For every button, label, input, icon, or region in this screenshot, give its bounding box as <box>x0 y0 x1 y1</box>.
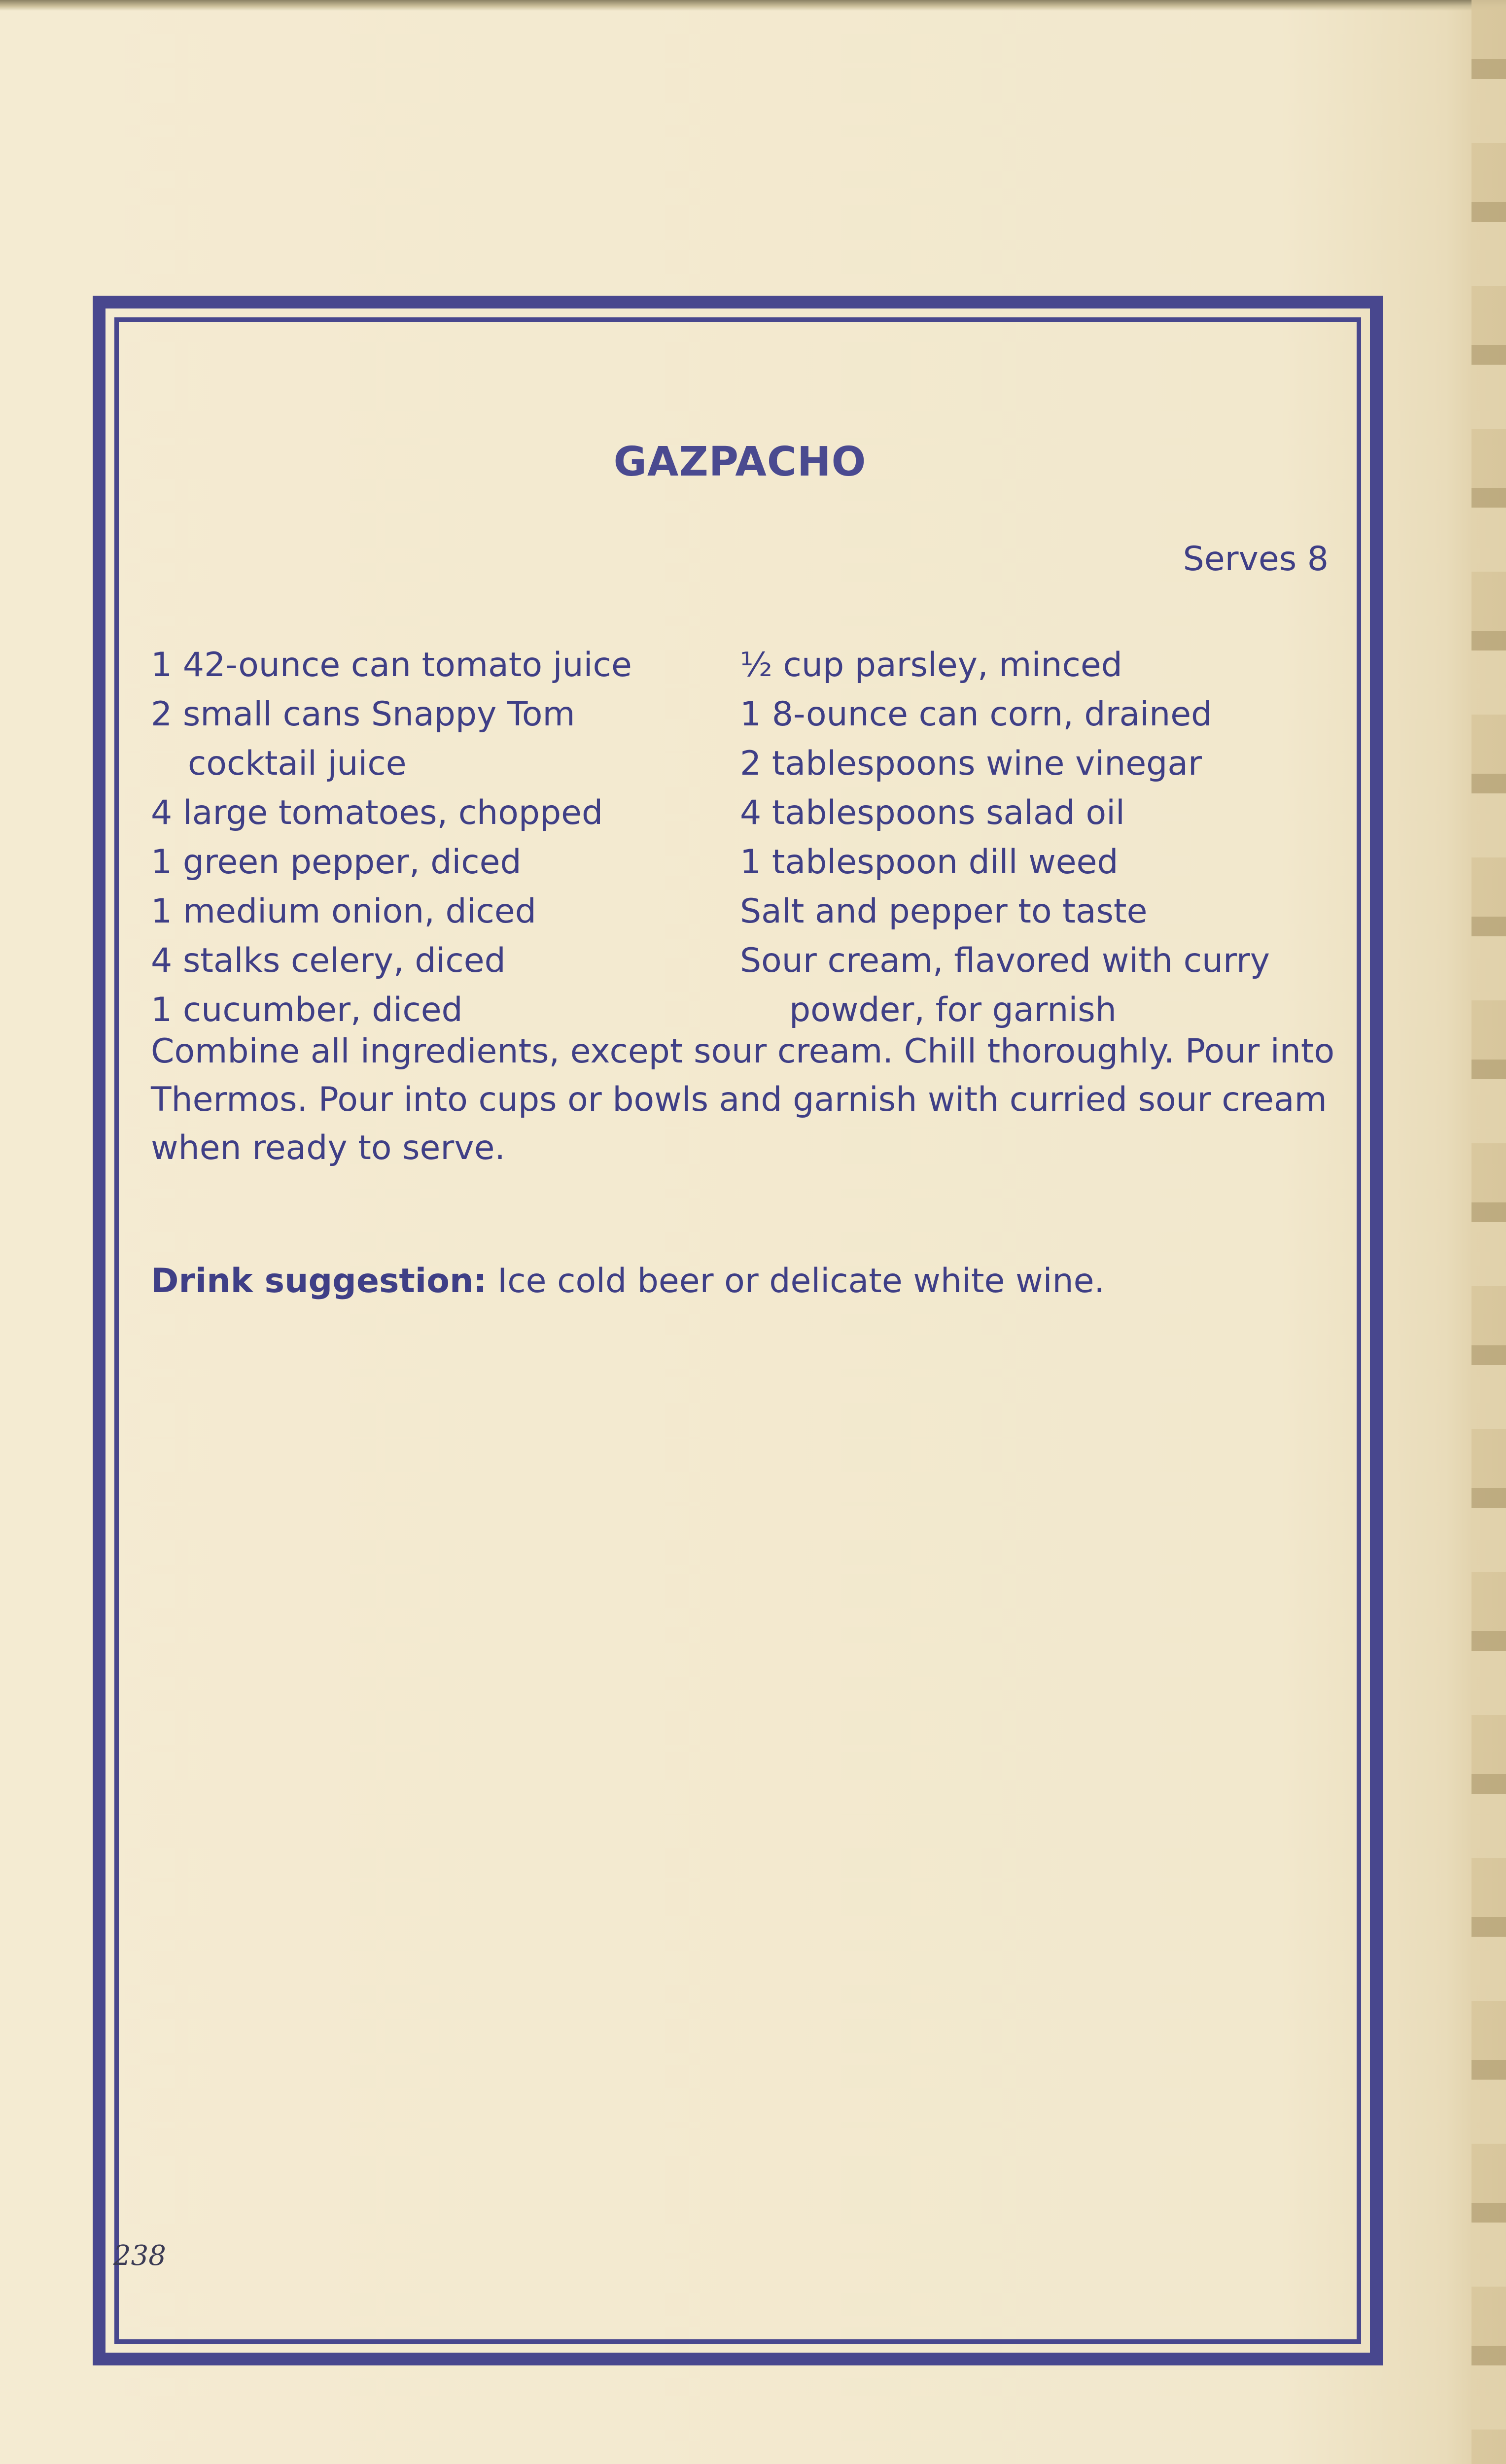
ingredient-column-right <box>740 641 1334 1035</box>
recipe-directions: Combine all ingredients, except sour cream. Chill thoroughly. Pour into Thermos. Pour into cups or bowls and garnish with curried sour cream when ready to serve. <box>151 1032 1335 1167</box>
servings-label: Serves 8 <box>1183 540 1329 579</box>
ingredient-line: 1 tablespoon dill weed <box>740 843 1119 882</box>
ingredient-list <box>151 641 1334 1035</box>
ingredient-line: 4 stalks celery, diced <box>151 941 506 980</box>
ingredient-line: Sour cream, flavored with curry <box>740 941 1270 980</box>
ingredient-line: Salt and pepper to taste <box>740 892 1148 931</box>
ingredient-line: 4 tablespoons salad oil <box>740 793 1125 832</box>
drink-suggestion <box>151 1262 1334 1300</box>
ingredient-line: 1 medium onion, diced <box>151 892 536 931</box>
ingredient-line: 1 42-ounce can tomato juice <box>151 646 632 684</box>
ingredient-column-left <box>151 641 740 1035</box>
page-number: 238 <box>113 2240 166 2272</box>
ingredient-line: 4 large tomatoes, chopped <box>151 793 603 832</box>
ingredient-line: 1 cucumber, diced <box>151 991 463 1029</box>
ingredient-line: 2 small cans Snappy Tom <box>151 695 575 734</box>
ingredient-line: powder, for garnish <box>789 991 1117 1029</box>
ingredient-line: 2 tablespoons wine vinegar <box>740 744 1202 783</box>
spiral-binding-edge <box>1471 0 1506 2464</box>
drink-suggestion-label: Drink suggestion: <box>151 1262 487 1300</box>
ingredient-line: cocktail juice <box>188 744 407 783</box>
recipe-frame-inner-border <box>114 317 1361 2344</box>
page-top-edge <box>0 0 1506 11</box>
recipe-title: GAZPACHO <box>613 439 867 485</box>
ingredient-line: 1 green pepper, diced <box>151 843 522 882</box>
ingredient-line: 1 8-ounce can corn, drained <box>740 695 1213 734</box>
drink-suggestion-text: Ice cold beer or delicate white wine. <box>487 1262 1105 1300</box>
ingredient-line: ½ cup parsley, minced <box>740 646 1122 684</box>
